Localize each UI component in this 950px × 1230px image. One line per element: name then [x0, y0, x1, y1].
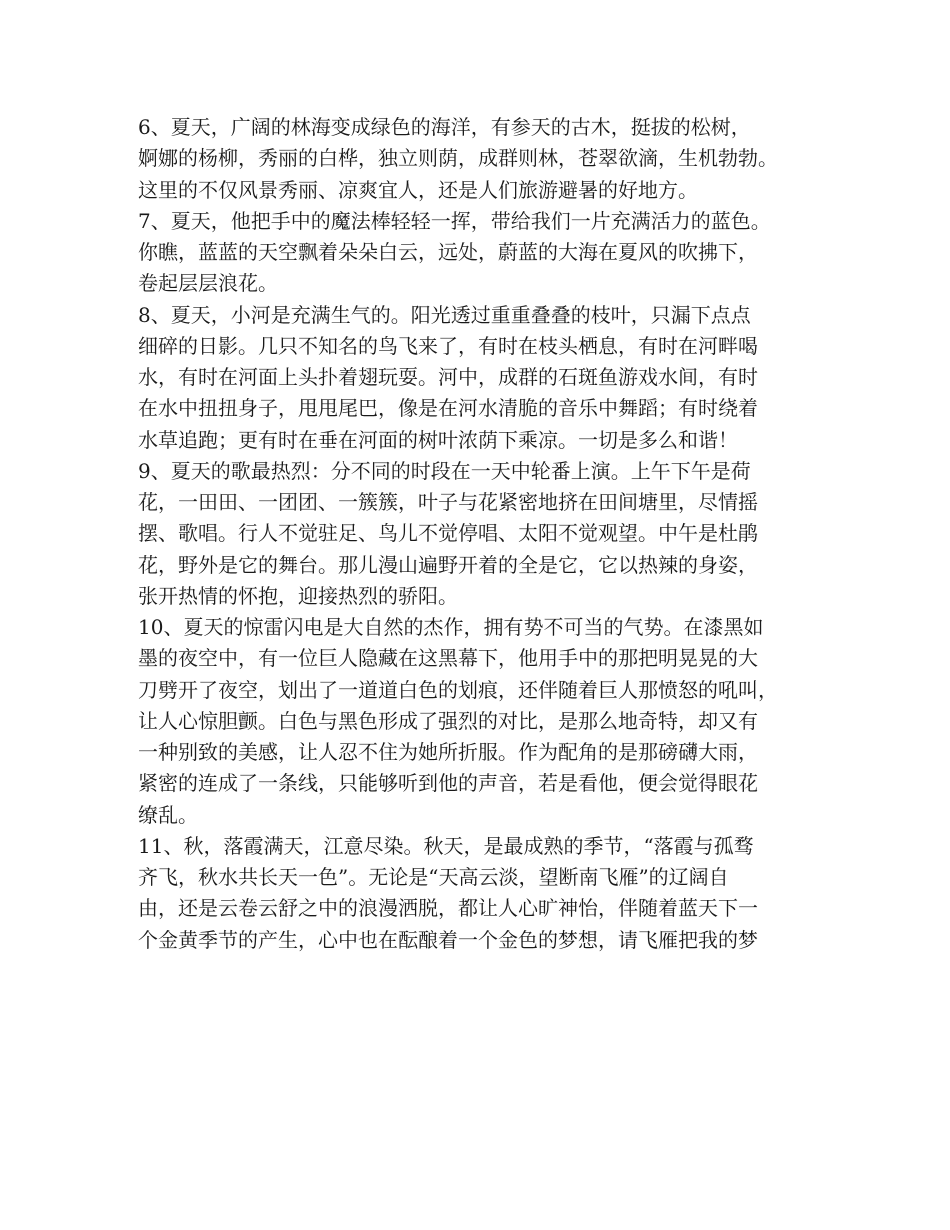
text-line: 一种别致的美感，让人忍不住为她所折服。作为配角的是那磅礴大雨， [138, 740, 758, 764]
text-line: 墨的夜空中，有一位巨人隐藏在这黑幕下，他用手中的那把明晃晃的大 [138, 646, 758, 671]
text-line: 6、夏天，广阔的林海变成绿色的海洋，有参天的古木，挺拔的松树， [138, 115, 751, 139]
text-line: 这里的不仅风景秀丽、凉爽宜人，还是人们旅游避暑的好地方。 [138, 177, 698, 202]
text-line: 婀娜的杨柳，秀丽的白桦，独立则荫，成群则林，苍翠欲滴，生机勃勃。 [138, 146, 778, 171]
text-line: 细碎的日影。几只不知名的鸟飞来了，有时在枝头栖息，有时在河畔喝 [138, 333, 758, 358]
text-line: 刀劈开了夜空，划出了一道道白色的划痕，还伴随着巨人那愤怒的吼叫， [138, 677, 778, 702]
text-line: 个金黄季节的产生，心中也在酝酿着一个金色的梦想，请飞雁把我的梦 [138, 927, 758, 952]
text-line: 10、夏天的惊雷闪电是大自然的杰作，拥有势不可当的气势。在漆黑如 [138, 615, 764, 639]
text-line: 花，野外是它的舞台。那儿漫山遍野开着的全是它，它以热辣的身姿， [138, 552, 758, 577]
text-line: 水，有时在河面上头扑着翅玩耍。河中，成群的石斑鱼游戏水间，有时 [138, 365, 758, 389]
text-line: 9、夏天的歌最热烈：分不同的时段在一天中轮番上演。上午下午是荷 [138, 458, 751, 483]
text-line: 7、夏天，他把手中的魔法棒轻轻一挥，带给我们一片充满活力的蓝色。 [138, 208, 771, 233]
text-line: 在水中扭扭身子，甩甩尾巴，像是在河水清脆的音乐中舞蹈；有时绕着 [138, 396, 758, 421]
text-line: 齐飞，秋水共长天一色”。无论是“天高云淡，望断南飞雁”的辽阔自 [138, 865, 729, 889]
text-line: 卷起层层浪花。 [138, 271, 278, 296]
text-line: 8、夏天，小河是充满生气的。阳光透过重重叠叠的枝叶，只漏下点点 [138, 302, 751, 327]
text-line: 张开热情的怀抱，迎接热烈的骄阳。 [138, 583, 458, 608]
text-line: 由，还是云卷云舒之中的浪漫洒脱，都让人心旷神怡，伴随着蓝天下一 [138, 896, 758, 921]
text-line: 花，一田田、一团团、一簇簇，叶子与花紧密地挤在田间塘里，尽情摇 [138, 490, 758, 514]
document-body [138, 112, 828, 956]
text-line: 你瞧，蓝蓝的天空飘着朵朵白云，远处，蔚蓝的大海在夏风的吹拂下， [138, 240, 758, 264]
text-line: 紧密的连成了一条线，只能够听到他的声音，若是看他，便会觉得眼花 [138, 771, 758, 796]
text-line: 水草追跑；更有时在垂在河面的树叶浓荫下乘凉。一切是多么和谐！ [138, 427, 738, 452]
text-line: 让人心惊胆颤。白色与黑色形成了强烈的对比，是那么地奇特，却又有 [138, 708, 758, 733]
text-line: 缭乱。 [138, 802, 198, 827]
text-line: 11、秋，落霞满天，江意尽染。秋天，是最成熟的季节，“落霞与孤骛 [138, 833, 754, 858]
text-line: 摆、歌唱。行人不觉驻足、鸟儿不觉停唱、太阳不觉观望。中午是杜鹃 [138, 521, 758, 546]
